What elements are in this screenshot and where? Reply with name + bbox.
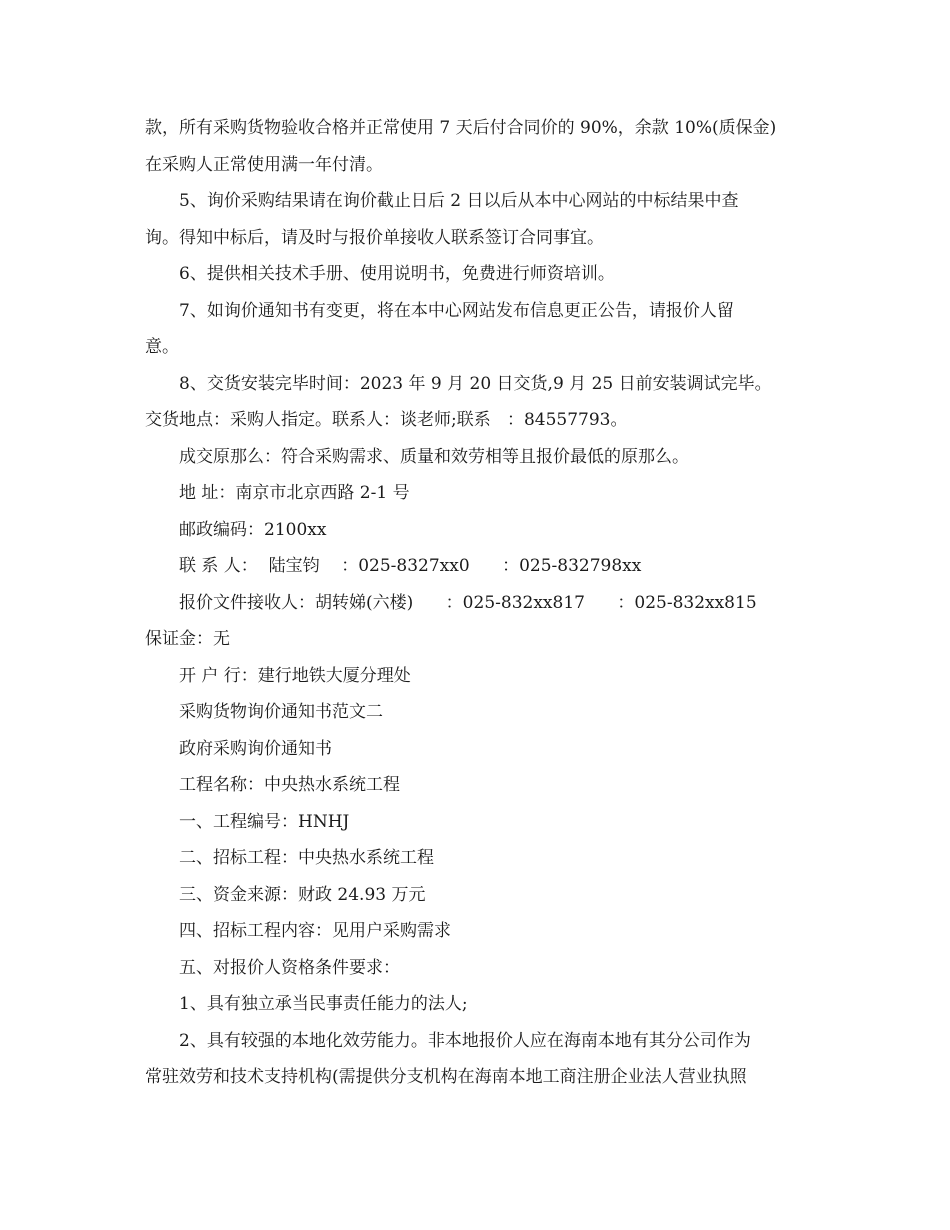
text-line: 一、工程编号：HNHJ — [179, 811, 350, 832]
text-line: 交货地点：采购人指定。联系人：谈老师;联系 ：84557793。 — [145, 410, 628, 430]
text-line: 在采购人正常使用满一年付清。 — [145, 154, 383, 175]
text-line: 款，所有采购货物验收合格并正常使用 7 天后付合同价的 90%，余款 10%(质保金) — [145, 118, 777, 138]
text-line: 三、资金来源：财政 24.93 万元 — [179, 884, 426, 905]
text-line: 工程名称：中央热水系统工程 — [179, 775, 400, 795]
text-line: 意。 — [145, 337, 179, 357]
document-body — [145, 110, 815, 1096]
text-line: 8、交货安装完毕时间：2023 年 9 月 20 日交货,9 月 25 日前安装调试完毕。 — [179, 373, 772, 394]
text-line: 成交原那么：符合采购需求、质量和效劳相等且报价最低的原那么。 — [179, 446, 689, 467]
text-line: 询。得知中标后，请及时与报价单接收人联系签订合同事宜。 — [145, 227, 604, 248]
text-line: 二、招标工程：中央热水系统工程 — [179, 848, 434, 868]
text-line: 6、提供相关技术手册、使用说明书，免费进行师资培训。 — [179, 264, 615, 284]
text-line: 保证金：无 — [145, 629, 230, 649]
text-line: 四、招标工程内容：见用户采购需求 — [179, 921, 451, 941]
text-line: 采购货物询价通知书范文二 — [179, 702, 383, 722]
text-line: 地 址：南京市北京西路 2-1 号 — [179, 483, 410, 503]
text-line: 报价文件接收人：胡转娣(六楼) ：025-832xx817 ：025-832xx815 — [179, 592, 757, 613]
text-line: 2、具有较强的本地化效劳能力。非本地报价人应在海南本地有其分公司作为 — [179, 1030, 751, 1051]
text-line: 政府采购询价通知书 — [179, 738, 332, 759]
text-line: 联 系 人： 陆宝钧 ：025-8327xx0 ：025-832798xx — [179, 556, 642, 576]
text-line: 邮政编码：2100xx — [179, 519, 327, 540]
text-line: 5、询价采购结果请在询价截止日后 2 日以后从本中心网站的中标结果中查 — [179, 191, 739, 211]
text-line: 1、具有独立承当民事责任能力的法人; — [179, 994, 468, 1014]
text-line: 开 户 行：建行地铁大厦分理处 — [179, 665, 411, 686]
text-line: 常驻效劳和技术支持机构(需提供分支机构在海南本地工商注册企业法人营业执照 — [145, 1067, 747, 1087]
text-line: 7、如询价通知书有变更，将在本中心网站发布信息更正公告，请报价人留 — [179, 300, 734, 321]
text-line: 五、对报价人资格条件要求： — [179, 957, 400, 978]
